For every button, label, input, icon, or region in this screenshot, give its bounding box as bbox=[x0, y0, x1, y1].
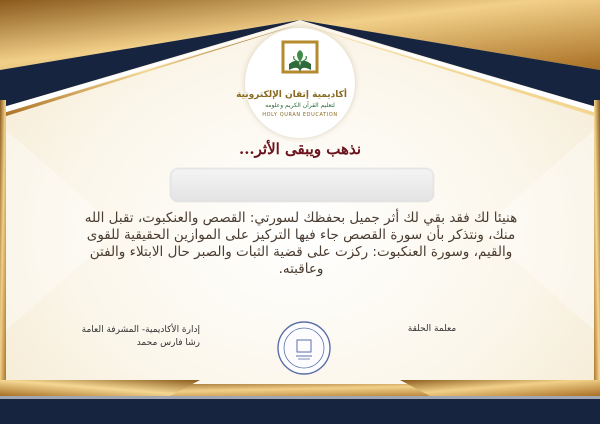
signature-management bbox=[50, 324, 200, 350]
signature-management-name: رشا فارس محمد bbox=[136, 338, 200, 348]
academy-seal-icon bbox=[276, 320, 332, 376]
signature-teacher-title: معلمة الحلقة bbox=[407, 324, 457, 334]
certificate-body: هنيئا لك فقد بقي لك أثر جميل بحفظك لسورتي: القصص والعنكبوت، تقبل الله منك، ونتذكر بأن سورة القصص جاء فيها التركيز على الموازين الحقيقية للقوى والقيم، وسورة العنكبوت: ركزت على قضية الثبات والصبر حال الابتلاء والفتن وعاقبته. bbox=[84, 210, 518, 277]
logo-english-name: HOLY QURAN EDUCATION bbox=[262, 112, 338, 118]
signature-teacher bbox=[382, 324, 482, 334]
certificate-headline: نذهب ويبقى الأثر... bbox=[238, 140, 361, 158]
logo-arabic-subtitle: لتعليم القرآن الكريم وعلومه bbox=[265, 102, 335, 109]
logo-arabic-name: أكاديمية إتقان الإلكترونية bbox=[236, 90, 347, 100]
open-quran-book-icon bbox=[236, 28, 355, 138]
academy-logo bbox=[236, 28, 355, 138]
recipient-name-field bbox=[170, 168, 434, 202]
signature-management-title: إدارة الأكاديمية- المشرفة العامة bbox=[81, 325, 200, 335]
